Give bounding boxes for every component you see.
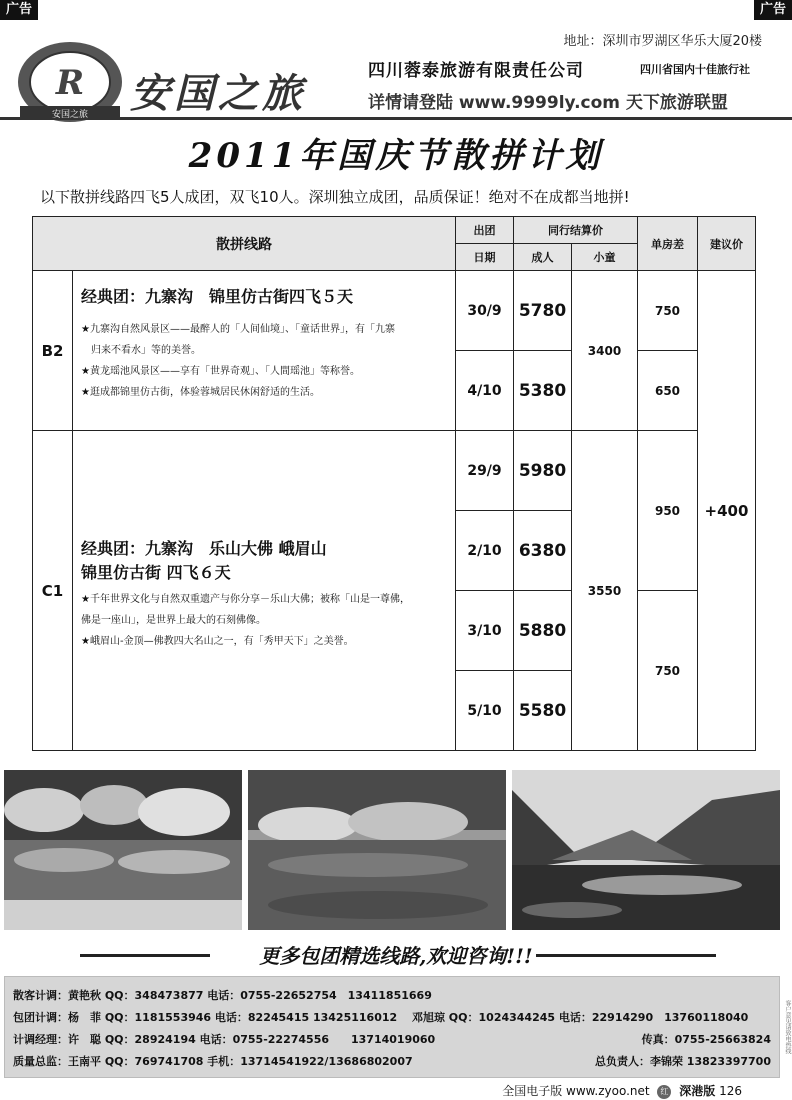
adult-price: 5580 [514,671,572,751]
table-row [33,431,756,511]
contact-row [13,1005,771,1027]
route-point: ★峨眉山-金顶—佛教四大名山之一，有「秀甲天下」之美誉。 [81,636,354,647]
header-adult: 成人 [514,244,572,271]
route-table [32,216,756,751]
slogan-text: 更多包团精选线路,欢迎咨询!!! [259,944,533,968]
company-logo [14,34,126,130]
contact-retail: 散客计调：黄艳秋 QQ：348473877 电话：0755-22652754 13411851669 [13,989,432,1002]
header-child: 小童 [572,244,638,271]
page-number: 126 [719,1084,742,1098]
single-supplement: 650 [638,351,698,431]
contact-manager: 计调经理：许 聪 QQ：28924194 电话：0755-22274556 13714019060 [13,1033,436,1046]
depart-date: 30/9 [456,271,514,351]
header-single: 单房差 [638,217,698,271]
company-award: 四川省国内十佳旅行社 [640,63,750,76]
contact-quality: 质量总监：王南平 QQ：769741708 手机：13714541922/13686802007 [13,1055,413,1068]
contact-panel [4,976,780,1078]
child-price-c1: 3550 [572,431,638,751]
depart-date: 5/10 [456,671,514,751]
contact-chief: 总负责人：李锦荣 13823397700 [594,1055,771,1068]
header-depart-top: 出团 [456,217,514,244]
header-suggest: 建议价 [698,217,756,271]
header [0,20,792,120]
route-point: ★千年世界文化与自然双重遗产与你分享－乐山大佛；被称「山是一尊佛， [81,594,410,605]
depart-date: 3/10 [456,591,514,671]
route-title-c1-line1: 经典团：九寨沟 乐山大佛 峨眉山 [81,539,327,558]
brand-name: 安国之旅 [130,70,306,117]
depart-date: 29/9 [456,431,514,511]
contact-group: 包团计调：杨 菲 QQ：1181553946 电话：82245415 13425116012 邓旭琼 QQ：1024344245 电话：22914290 13760118040 [13,1011,749,1024]
single-supplement: 950 [638,431,698,591]
website-line[interactable]: 详情请登陆 www.9999ly.com 天下旅游联盟 [368,93,728,113]
route-code-b2: B2 [33,271,73,431]
child-price-b2: 3400 [572,271,638,431]
photo-mountain-lake [512,770,780,930]
adult-price: 5880 [514,591,572,671]
adult-price: 5980 [514,431,572,511]
single-supplement: 750 [638,591,698,751]
route-desc-b2 [73,271,456,431]
depart-date: 4/10 [456,351,514,431]
route-point: ★黄龙瑶池风景区——享有「世界奇观」、「人間瑶池」等称誉。 [81,366,360,377]
route-point: ★九寨沟自然风景区——最醉人的「人间仙境」、「童话世界」，有「九寨 [81,324,395,335]
footer-badge-icon: 红 [657,1085,671,1099]
route-title-b2: 经典团：九寨沟 锦里仿古街四飞５天 [81,287,354,306]
route-point: 佛是一座山」，是世界上最大的石刻佛像。 [81,615,266,626]
contact-row [13,1027,771,1049]
route-point: ★逛成都锦里仿古街，体验蓉城居民休闲舒适的生活。 [81,387,320,398]
route-title-c1 [81,537,449,585]
route-title-c1-line2: 锦里仿古街 四飞６天 [81,563,231,582]
route-desc-c1 [73,431,456,751]
company-name: 四川蓉泰旅游有限责任公司 [368,61,584,81]
single-supplement: 750 [638,271,698,351]
header-depart-bottom: 日期 [456,244,514,271]
footer-edition: 深港版 [679,1084,716,1098]
table-row [33,271,756,351]
logo-letter: R [55,63,85,103]
plan-title: 2011年国庆节散拼计划 [188,136,604,176]
page-footer [502,1082,742,1099]
photo-mirror-lake [248,770,506,930]
contact-row [13,1049,771,1071]
ad-label-left: 广告 [0,0,38,20]
company-address: 地址：深圳市罗湖区华乐大厦20楼 [563,34,762,49]
intro-text: 以下散拼线路四飞5人成团，双飞10人。深圳独立成团，品质保证！绝对不在成都当地拼! [40,188,630,206]
side-note: 客户意见请致电热线 [784,1000,791,1054]
photo-strip [4,770,780,930]
slogan-banner [0,940,792,970]
route-point: 归来不看水」等的美誉。 [81,345,201,356]
suggested-price: +400 [698,271,756,751]
route-code-c1: C1 [33,431,73,751]
adult-price: 6380 [514,511,572,591]
contact-row [13,983,771,1005]
depart-date: 2/10 [456,511,514,591]
photo-lake-forest [4,770,242,930]
ad-label-right: 广告 [754,0,792,20]
adult-price: 5780 [514,271,572,351]
footer-site[interactable]: 全国电子版 www.zyoo.net [502,1084,650,1098]
adult-price: 5380 [514,351,572,431]
contact-fax: 传真：0755-25663824 [641,1033,771,1046]
header-route: 散拼线路 [33,217,456,271]
logo-text: 安国之旅 [51,110,89,120]
header-peer-price: 同行结算价 [514,217,638,244]
slogan-line-right [536,954,716,957]
